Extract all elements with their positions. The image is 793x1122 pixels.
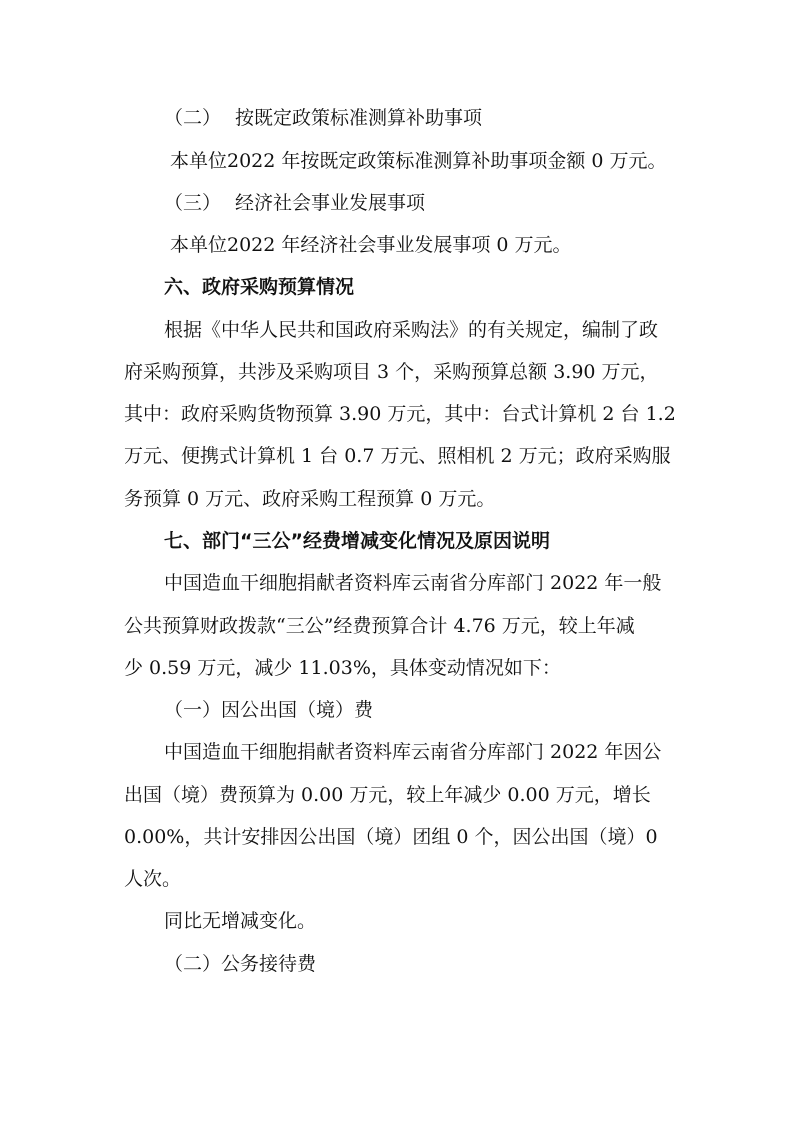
three-expenses-paragraph-line-1: 中国造血干细胞捐献者资料库云南省分库部门 2022 年一般 [164,572,662,594]
subsection-1-title: （一）因公出国（境）费 [164,699,374,721]
section-7-heading: 七、部门“三公”经费增减变化情况及原因说明 [164,530,550,552]
procurement-paragraph-line-2: 府采购预算，共涉及采购项目 3 个，采购预算总额 3.90 万元， [124,361,659,383]
overseas-paragraph-line-2: 出国（境）费预算为 0.00 万元，较上年减少 0.00 万元，增长 [124,784,651,806]
subsection-3-title [0,191,793,215]
overseas-paragraph-line-4: 人次。 [124,868,182,890]
subsection-3-text: 经济社会事业发展事项 [235,192,426,214]
procurement-paragraph-line-3: 其中：政府采购货物预算 3.90 万元，其中：台式计算机 2 台 1.2 [124,403,676,425]
subsection-2-text: 按既定政策标准测算补助事项 [235,107,483,129]
subsection-2-title [0,106,793,130]
subsection-2-body: 本单位2022 年按既定政策标准测算补助事项金额 0 万元。 [170,150,667,172]
procurement-paragraph-line-4: 万元、便携式计算机 1 台 0.7 万元、照相机 2 万元；政府采购服 [124,445,671,467]
section-6-heading: 六、政府采购预算情况 [164,276,355,298]
subsection-3-body: 本单位2022 年经济社会事业发展事项 0 万元。 [170,234,572,256]
no-change-note: 同比无增减变化。 [164,910,317,932]
subsection-2-number: （二） [164,107,222,129]
overseas-paragraph-line-1: 中国造血干细胞捐献者资料库云南省分库部门 2022 年因公 [164,741,662,763]
three-expenses-paragraph-line-3: 少 0.59 万元，减少 11.03%，具体变动情况如下： [124,657,561,679]
procurement-paragraph-line-5: 务预算 0 万元、政府采购工程预算 0 万元。 [124,488,496,510]
subsection-3-number: （三） [164,192,222,214]
procurement-paragraph-line-1: 根据《中华人民共和国政府采购法》的有关规定，编制了政 [164,319,659,341]
overseas-paragraph-line-3: 0.00%，共计安排因公出国（境）团组 0 个，因公出国（境）0 [124,826,658,848]
subsection-2-reception-title: （二）公务接待费 [164,953,317,975]
three-expenses-paragraph-line-2: 公共预算财政拨款“三公”经费预算合计 4.76 万元，较上年减 [124,615,635,637]
